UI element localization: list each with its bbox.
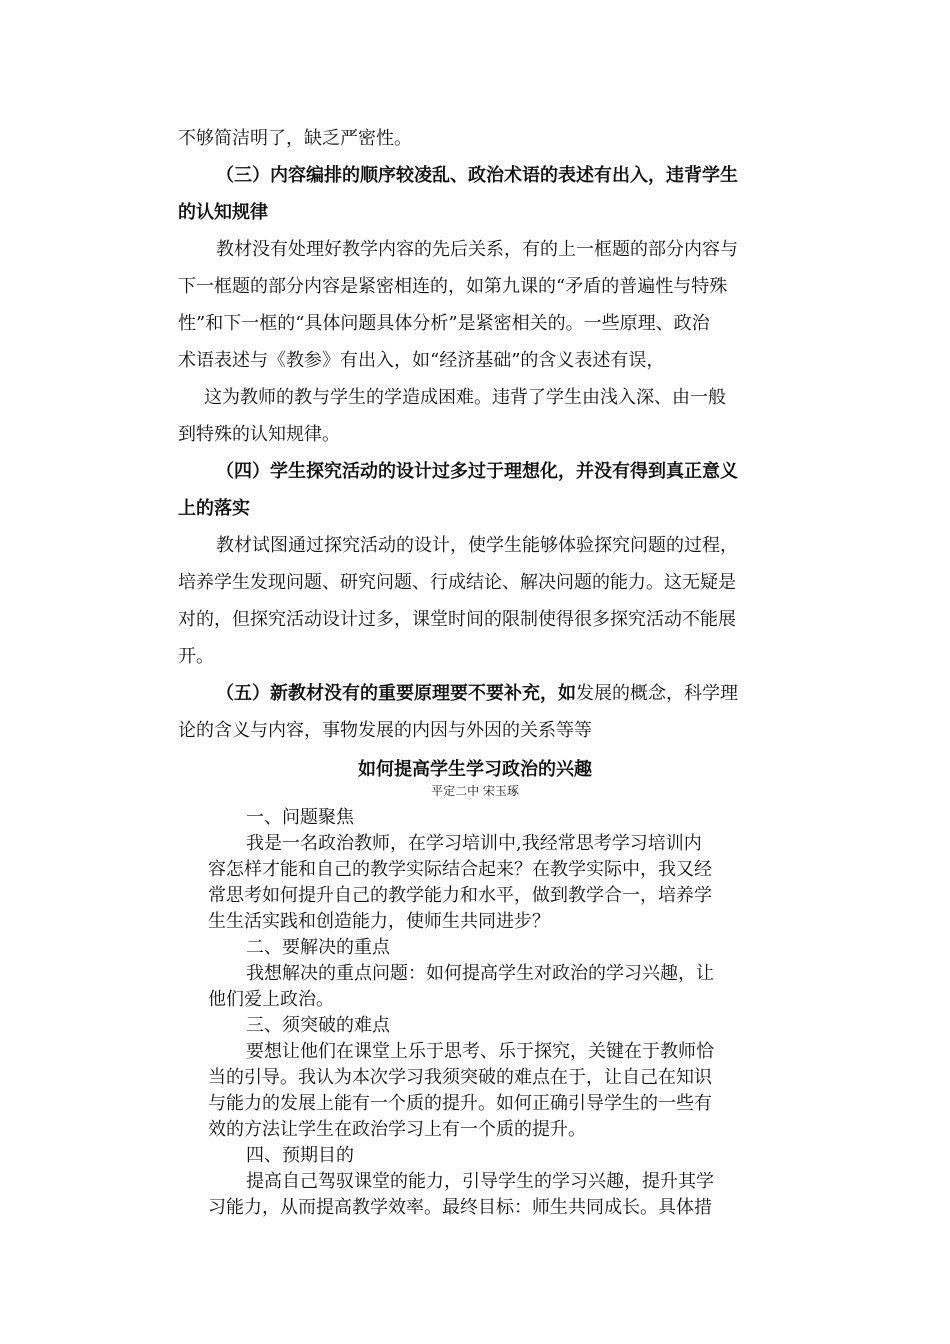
article-heading: 二、要解决的重点: [246, 937, 390, 958]
paragraph-line: 术语表述与《教参》有出入，如“经济基础”的含义表述有误，: [178, 350, 665, 371]
paragraph-line: 论的含义与内容，事物发展的内因与外因的关系等等: [178, 720, 592, 741]
section-heading-5-rest: 发展的概念，科学理: [576, 683, 738, 704]
article-line: 提高自己驾驭课堂的能力，引导学生的学习兴趣，提升其学: [246, 1171, 714, 1192]
article-heading: 一、问题聚焦: [246, 807, 354, 828]
article-line: 生生活实践和创造能力，使师生共同进步？: [208, 911, 550, 932]
article-author: 平定二中 宋玉琢: [431, 784, 519, 798]
paragraph-line: 对的，但探究活动设计过多，课堂时间的限制使得很多探究活动不能展: [178, 609, 736, 630]
section-heading-5: [216, 679, 738, 705]
article-heading: 四、预期目的: [246, 1145, 354, 1166]
paragraph-line: 到特殊的认知规律。: [178, 424, 340, 445]
section-heading-5-bold: （五）新教材没有的重要原理要不要补充，如: [216, 683, 576, 704]
paragraph-line: 培养学生发现问题、研究问题、行成结论、解决问题的能力。这无疑是: [178, 572, 736, 593]
paragraph-line: 教材试图通过探究活动的设计，使学生能够体验探究问题的过程，: [216, 535, 738, 556]
section-heading-3-cont: 的认知规律: [178, 202, 268, 223]
article-line: 习能力，从而提高教学效率。最终目标：师生共同成长。具体措: [208, 1197, 712, 1218]
paragraph-line: 教材没有处理好教学内容的先后关系，有的上一框题的部分内容与: [216, 239, 738, 260]
paragraph-line: 下一框题的部分内容是紧密相连的，如第九课的“矛盾的普遍性与特殊: [178, 276, 728, 297]
article-line: 我是一名政治教师，在学习培训中,我经常思考学习培训内: [246, 833, 702, 854]
paragraph-line: 不够简洁明了，缺乏严密性。: [178, 128, 412, 149]
article-title: 如何提高学生学习政治的兴趣: [358, 759, 592, 780]
article-line: 效的方法让学生在政治学习上有一个质的提升。: [208, 1119, 586, 1140]
paragraph-line: 这为教师的教与学生的学造成困难。违背了学生由浅入深、由一般: [204, 387, 726, 408]
section-heading-3: （三）内容编排的顺序较凌乱、政治术语的表述有出入，违背学生: [216, 165, 738, 186]
article-line: 他们爱上政治。: [208, 989, 334, 1010]
article-line: 容怎样才能和自己的教学实际结合起来？在教学实际中，我又经: [208, 859, 712, 880]
section-heading-4: （四）学生探究活动的设计过多过于理想化，并没有得到真正意义: [216, 461, 738, 482]
article-line: 当的引导。我认为本次学习我须突破的难点在于，让自己在知识: [208, 1067, 712, 1088]
article-line: 与能力的发展上能有一个质的提升。如何正确引导学生的一些有: [208, 1093, 712, 1114]
article-heading: 三、须突破的难点: [246, 1015, 390, 1036]
paragraph-line: 性”和下一框的“具体问题具体分析”是紧密相关的。一些原理、政治: [178, 313, 710, 334]
article-line: 常思考如何提升自己的教学能力和水平，做到教学合一，培养学: [208, 885, 712, 906]
article-line: 要想让他们在课堂上乐于思考、乐于探究，关键在于教师恰: [246, 1041, 714, 1062]
section-heading-4-cont: 上的落实: [178, 498, 250, 519]
paragraph-line: 开。: [178, 646, 214, 667]
article-line: 我想解决的重点问题：如何提高学生对政治的学习兴趣，让: [246, 963, 714, 984]
